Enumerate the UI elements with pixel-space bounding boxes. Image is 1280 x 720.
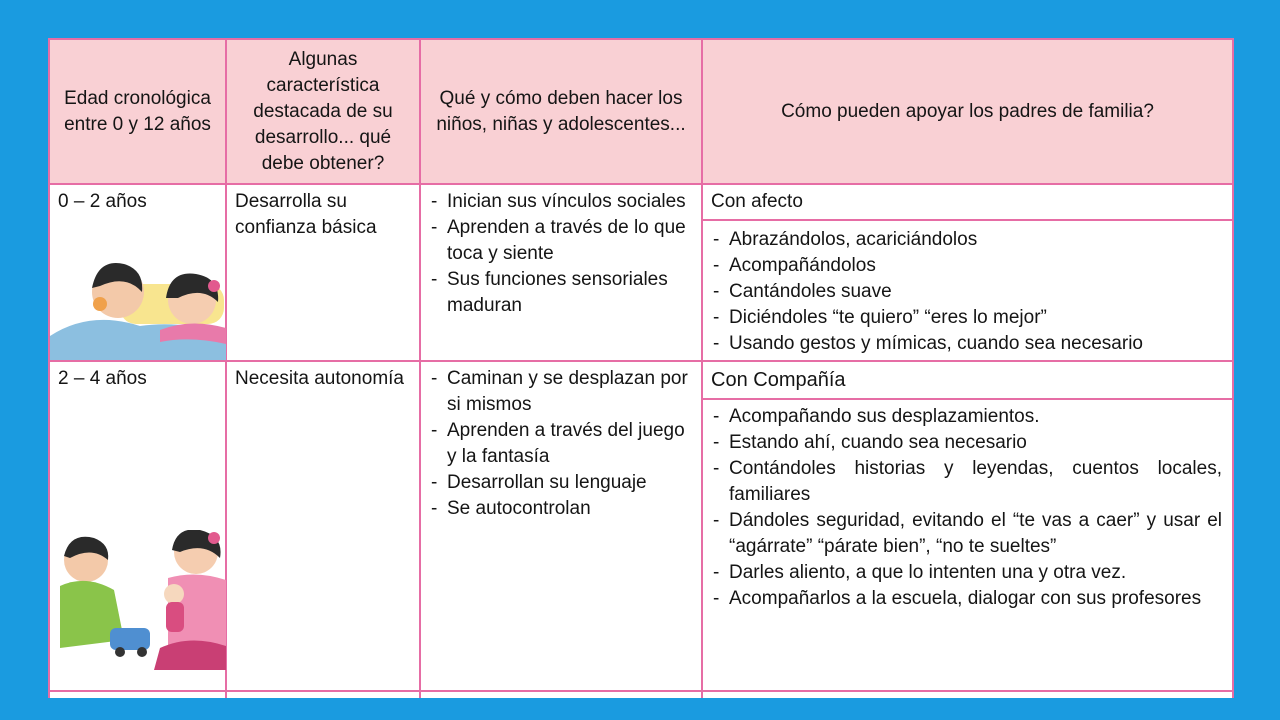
header-age xyxy=(48,38,227,185)
list-item: - Estando ahí, cuando sea necesario xyxy=(707,430,1222,456)
header-age-text: Edad cronológica entre 0 y 12 años xyxy=(64,87,211,135)
list-item: - Aprenden a través del juego y la fantasía xyxy=(425,418,695,470)
row2-actions-cell xyxy=(421,362,703,692)
header-traits xyxy=(227,38,421,185)
sleeping-babies-illustration xyxy=(50,240,226,360)
row2-support-cell xyxy=(703,362,1234,692)
row1-actions-cell xyxy=(421,185,703,362)
toy-wheel xyxy=(137,647,147,657)
row2-age-cell xyxy=(48,362,227,692)
row1-trait-cell xyxy=(227,185,421,362)
header-support-text: Cómo pueden apoyar los padres de familia? xyxy=(781,100,1154,122)
document-page xyxy=(48,38,1234,698)
playing-children-illustration xyxy=(50,530,226,670)
toy-wheel xyxy=(115,647,125,657)
doll-dress xyxy=(166,602,184,632)
header-traits-text: Algunas característica destacada de su desarrollo... qué debe obtener? xyxy=(253,48,393,174)
doll-icon xyxy=(164,584,184,604)
list-item: - Abrazándolos, acariciándolos xyxy=(707,227,1222,253)
row1-trait: Desarrolla su confianza básica xyxy=(235,191,377,238)
list-item: - Inician sus vínculos sociales xyxy=(425,189,695,215)
row2-support-list xyxy=(707,404,1222,612)
header-what-how-text: Qué y cómo deben hacer los niños, niñas y adolescentes... xyxy=(436,87,686,135)
row3-actions-cell-cropped xyxy=(421,692,703,698)
row1-support-title: Con afecto xyxy=(703,185,1232,221)
row3-support-cell-cropped xyxy=(703,692,1234,698)
row1-support-cell xyxy=(703,185,1234,362)
pacifier-icon xyxy=(93,297,107,311)
list-item: - Contándoles historias y leyendas, cuentos locales, familiares xyxy=(707,456,1222,508)
row1-age-cell xyxy=(48,185,227,362)
row1-age: 0 – 2 años xyxy=(58,191,147,212)
list-item: - Desarrollan su lenguaje xyxy=(425,470,695,496)
header-what-how xyxy=(421,38,703,185)
row3-age-cell-cropped xyxy=(48,692,227,698)
row2-trait: Necesita autonomía xyxy=(235,368,404,389)
list-item: - Sus funciones sensoriales maduran xyxy=(425,267,695,319)
row1-support-list xyxy=(707,227,1222,357)
toy-car-icon xyxy=(110,628,150,650)
list-item: - Aprenden a través de lo que toca y siente xyxy=(425,215,695,267)
row2-actions-list xyxy=(425,366,695,522)
list-item: - Caminan y se desplazan por si mismos xyxy=(425,366,695,418)
row1-actions-list xyxy=(425,189,695,319)
hair-bow xyxy=(208,532,220,544)
list-item: - Diciéndoles “te quiero” “eres lo mejor” xyxy=(707,305,1222,331)
list-item: - Darles aliento, a que lo intenten una y otra vez. xyxy=(707,560,1222,586)
girl2-skirt xyxy=(154,640,226,670)
row2-age: 2 – 4 años xyxy=(58,368,147,389)
header-support xyxy=(703,38,1234,185)
list-item: - Acompañándolos xyxy=(707,253,1222,279)
row2-trait-cell xyxy=(227,362,421,692)
list-item: - Cantándoles suave xyxy=(707,279,1222,305)
list-item: - Dándoles seguridad, evitando el “te vas a caer” y usar el “agárrate” “párate bien”, “no te sueltes” xyxy=(707,508,1222,560)
hair-bow xyxy=(208,280,220,292)
list-item: - Usando gestos y mímicas, cuando sea necesario xyxy=(707,331,1222,357)
list-item: - Se autocontrolan xyxy=(425,496,695,522)
row2-support-title: Con Compañía xyxy=(703,362,1232,400)
list-item: - Acompañarlos a la escuela, dialogar con sus profesores xyxy=(707,586,1222,612)
list-item: - Acompañando sus desplazamientos. xyxy=(707,404,1222,430)
row3-trait-cell-cropped xyxy=(227,692,421,698)
